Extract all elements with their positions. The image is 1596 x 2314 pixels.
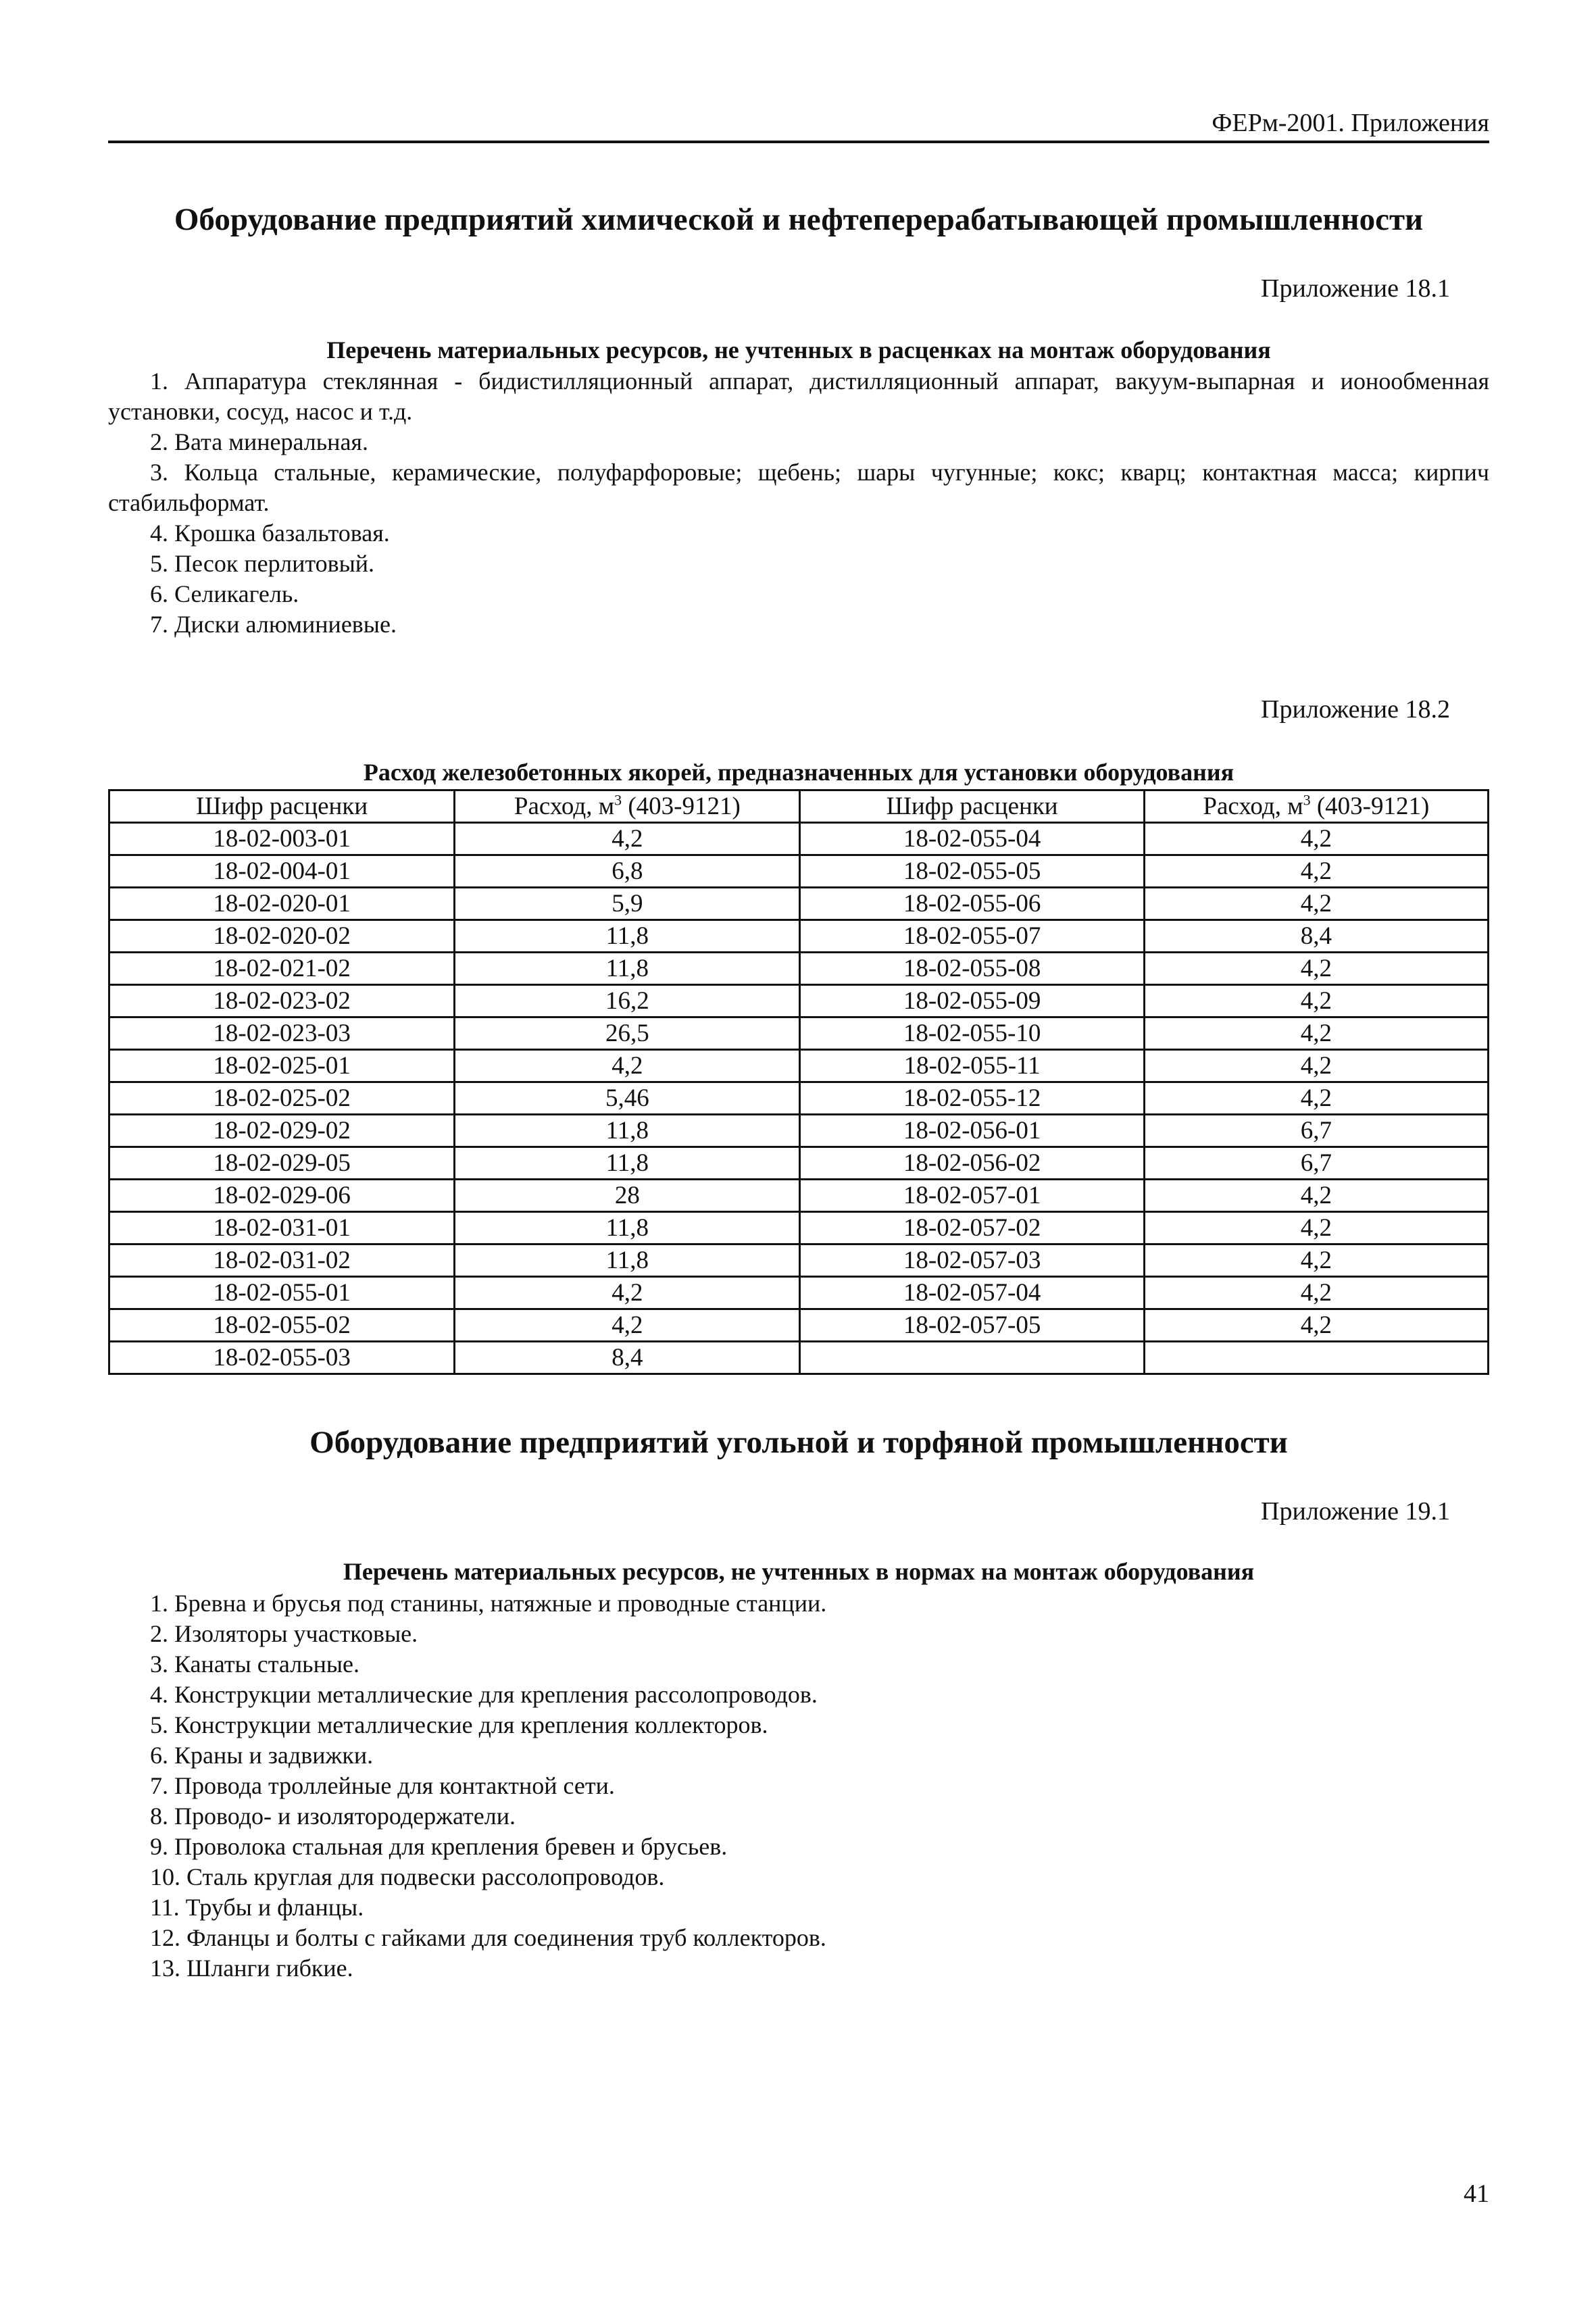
cell-usage: 6,7 — [1144, 1147, 1488, 1180]
cell-code: 18-02-003-01 — [109, 823, 455, 855]
cell-usage: 4,2 — [1144, 1082, 1488, 1115]
table-row — [109, 1147, 1489, 1180]
cell-usage: 11,8 — [455, 1212, 800, 1244]
cell-code: 18-02-055-08 — [800, 953, 1144, 985]
appendix-label-18-2: Приложение 18.2 — [1261, 695, 1450, 724]
table-body — [109, 823, 1489, 1374]
list-item: 13. Шланги гибкие. — [150, 1955, 353, 1982]
cell-code: 18-02-029-06 — [109, 1180, 455, 1212]
cell-code: 18-02-020-01 — [109, 888, 455, 920]
cell-code: 18-02-057-03 — [800, 1244, 1144, 1277]
cell-usage: 4,2 — [1144, 1017, 1488, 1050]
cell-usage: 4,2 — [1144, 1309, 1488, 1342]
cell-code: 18-02-055-07 — [800, 920, 1144, 953]
cell-usage: 4,2 — [1144, 1277, 1488, 1309]
cell-usage: 6,8 — [455, 855, 800, 888]
list-item: 1. Бревна и брусья под станины, натяжные и проводные станции. — [150, 1590, 827, 1617]
cell-usage — [1144, 1342, 1488, 1374]
col-header-usage: Расход, $м^3$ (403-9121) — [1144, 790, 1488, 823]
table-row — [109, 1050, 1489, 1082]
cell-code: 18-02-055-04 — [800, 823, 1144, 855]
table-row — [109, 985, 1489, 1017]
cell-code — [800, 1342, 1144, 1374]
cell-usage: 4,2 — [1144, 855, 1488, 888]
cell-code: 18-02-057-02 — [800, 1212, 1144, 1244]
list-item: 3. Кольца стальные, керамические, полуфарфоровые; щебень; шары чугунные; кокс; кварц; контактная масса; кирпич стабильформат. — [108, 459, 1489, 516]
table-row — [109, 823, 1489, 855]
list-item: 5. Песок перлитовый. — [150, 550, 375, 577]
running-header: ФЕРм-2001. Приложения — [1212, 109, 1489, 137]
cell-usage: 11,8 — [455, 1244, 800, 1277]
table-row — [109, 1342, 1489, 1374]
cell-code: 18-02-055-05 — [800, 855, 1144, 888]
table-row — [109, 1082, 1489, 1115]
cell-usage: 4,2 — [1144, 1244, 1488, 1277]
table-row — [109, 1277, 1489, 1309]
cell-code: 18-02-029-05 — [109, 1147, 455, 1180]
cell-usage: 11,8 — [455, 920, 800, 953]
list-item: 10. Сталь круглая для подвески рассолопроводов. — [150, 1863, 665, 1890]
table-row — [109, 1115, 1489, 1147]
table-row — [109, 855, 1489, 888]
table-row — [109, 1180, 1489, 1212]
cell-usage: 5,46 — [455, 1082, 800, 1115]
table-row — [109, 920, 1489, 953]
table-row — [109, 1017, 1489, 1050]
header-rule — [108, 141, 1489, 143]
cell-usage: 16,2 — [455, 985, 800, 1017]
table-caption: Расход железобетонных якорей, предназначенных для установки оборудования — [363, 759, 1235, 786]
cell-usage: 11,8 — [455, 1147, 800, 1180]
cell-code: 18-02-023-02 — [109, 985, 455, 1017]
cell-code: 18-02-020-02 — [109, 920, 455, 953]
cell-usage: 4,2 — [455, 1050, 800, 1082]
cell-code: 18-02-031-02 — [109, 1244, 455, 1277]
cell-usage: 11,8 — [455, 1115, 800, 1147]
col-header-usage: Расход, $м^3$ (403-9121) — [455, 790, 800, 823]
table-row — [109, 1309, 1489, 1342]
table-row — [109, 1212, 1489, 1244]
cell-usage: 26,5 — [455, 1017, 800, 1050]
list-item: 2. Изоляторы участковые. — [150, 1620, 418, 1647]
list-item: 8. Проводо- и изолятородержатели. — [150, 1803, 516, 1830]
cell-usage: 4,2 — [1144, 1180, 1488, 1212]
cell-code: 18-02-055-01 — [109, 1277, 455, 1309]
cell-usage: 28 — [455, 1180, 800, 1212]
cell-code: 18-02-023-03 — [109, 1017, 455, 1050]
cell-code: 18-02-056-01 — [800, 1115, 1144, 1147]
cell-code: 18-02-025-02 — [109, 1082, 455, 1115]
appendix-label-18-1: Приложение 18.1 — [1261, 274, 1450, 303]
list-item: 4. Конструкции металлические для крепления рассолопроводов. — [150, 1681, 818, 1708]
cell-usage: 4,2 — [1144, 1050, 1488, 1082]
col-header-code: Шифр расценки — [109, 790, 455, 823]
cell-code: 18-02-055-11 — [800, 1050, 1144, 1082]
materials-list-18-1 — [108, 366, 1489, 640]
cell-usage: 4,2 — [455, 823, 800, 855]
cell-code: 18-02-025-01 — [109, 1050, 455, 1082]
cell-usage: 4,2 — [1144, 1212, 1488, 1244]
table-row — [109, 888, 1489, 920]
cell-code: 18-02-055-10 — [800, 1017, 1144, 1050]
cell-usage: 5,9 — [455, 888, 800, 920]
cell-usage: 4,2 — [455, 1277, 800, 1309]
cell-code: 18-02-055-03 — [109, 1342, 455, 1374]
list-item: 2. Вата минеральная. — [150, 428, 368, 455]
cell-usage: 4,2 — [1144, 888, 1488, 920]
cell-code: 18-02-057-01 — [800, 1180, 1144, 1212]
table-row — [109, 1244, 1489, 1277]
cell-usage: 4,2 — [1144, 823, 1488, 855]
section-title-chemical: Оборудование предприятий химической и нефтеперерабатывающей промышленности — [174, 202, 1424, 237]
list-item: 1. Аппаратура стеклянная - бидистилляционный аппарат, дистилляционный аппарат, вакуум-выпарная и ионообменная установки, сосуд, насос и т.д. — [108, 368, 1489, 425]
table-row — [109, 953, 1489, 985]
cell-code: 18-02-055-12 — [800, 1082, 1144, 1115]
list-title-19-1: Перечень материальных ресурсов, не учтенных в нормах на монтаж оборудования — [343, 1558, 1255, 1585]
cell-usage: 8,4 — [455, 1342, 800, 1374]
cell-usage: 11,8 — [455, 953, 800, 985]
materials-list-19-1 — [108, 1588, 1489, 1984]
cell-code: 18-02-029-02 — [109, 1115, 455, 1147]
list-item: 5. Конструкции металлические для крепления коллекторов. — [150, 1711, 768, 1738]
list-item: 9. Проволока стальная для крепления бревен и брусьев. — [150, 1833, 728, 1860]
list-title-18-1: Перечень материальных ресурсов, не учтенных в расценках на монтаж оборудования — [326, 336, 1271, 363]
cell-code: 18-02-055-06 — [800, 888, 1144, 920]
cell-code: 18-02-055-09 — [800, 985, 1144, 1017]
cell-code: 18-02-057-05 — [800, 1309, 1144, 1342]
cell-code: 18-02-021-02 — [109, 953, 455, 985]
cell-code: 18-02-031-01 — [109, 1212, 455, 1244]
list-item: 3. Канаты стальные. — [150, 1651, 360, 1678]
cell-usage: 8,4 — [1144, 920, 1488, 953]
cell-usage: 4,2 — [1144, 985, 1488, 1017]
list-item: 7. Провода троллейные для контактной сети. — [150, 1772, 615, 1799]
list-item: 7. Диски алюминиевые. — [150, 611, 397, 638]
list-item: 12. Фланцы и болты с гайками для соединения труб коллекторов. — [150, 1924, 826, 1951]
cell-code: 18-02-055-02 — [109, 1309, 455, 1342]
cell-code: 18-02-057-04 — [800, 1277, 1144, 1309]
list-item: 4. Крошка базальтовая. — [150, 520, 390, 547]
table-header-row — [109, 790, 1489, 823]
appendix-label-19-1: Приложение 19.1 — [1261, 1497, 1450, 1526]
anchors-table — [108, 789, 1489, 1375]
cell-usage: 6,7 — [1144, 1115, 1488, 1147]
list-item: 6. Селикагель. — [150, 580, 299, 607]
list-item: 11. Трубы и фланцы. — [150, 1894, 364, 1921]
cell-usage: 4,2 — [1144, 953, 1488, 985]
cell-usage: 4,2 — [455, 1309, 800, 1342]
page-number: 41 — [1464, 2180, 1489, 2208]
section-title-coal: Оборудование предприятий угольной и торфяной промышленности — [309, 1425, 1288, 1460]
cell-code: 18-02-004-01 — [109, 855, 455, 888]
list-item: 6. Краны и задвижки. — [150, 1742, 374, 1769]
col-header-code: Шифр расценки — [800, 790, 1144, 823]
cell-code: 18-02-056-02 — [800, 1147, 1144, 1180]
